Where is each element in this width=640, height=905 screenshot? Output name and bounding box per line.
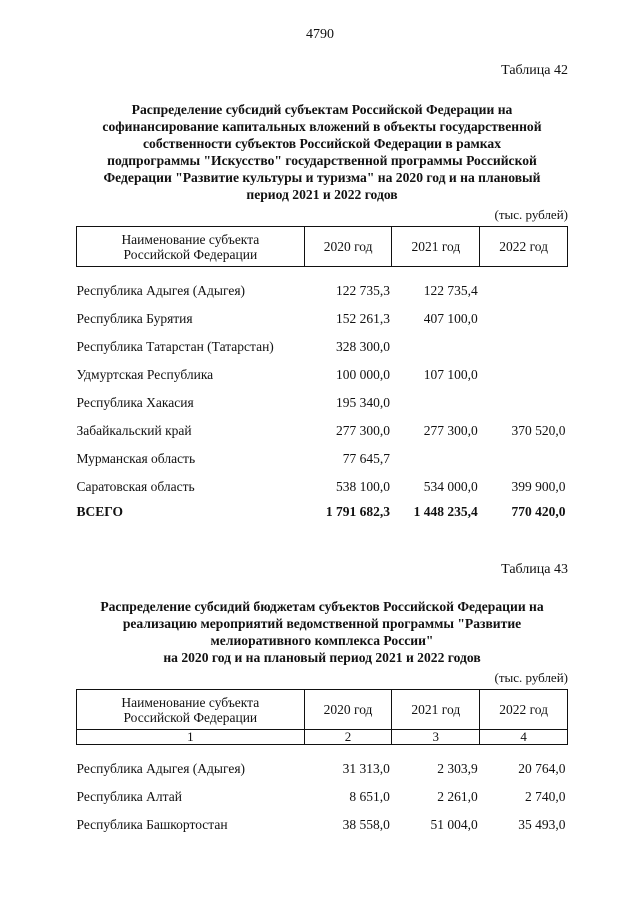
title-line: реализацию мероприятий ведомственной программы "Развитие bbox=[122, 616, 522, 631]
table-42-units: (тыс. рублей) bbox=[494, 207, 568, 222]
value-2020: 100 000,0 bbox=[335, 366, 390, 382]
header-2021: 2021 год bbox=[392, 690, 480, 730]
header-region: Наименование субъекта Российской Федерации bbox=[77, 690, 305, 730]
table-header-row bbox=[77, 227, 568, 267]
region-name: Саратовская область bbox=[76, 478, 195, 494]
header-2020: 2020 год bbox=[304, 227, 392, 267]
value-2020: 538 100,0 bbox=[335, 478, 390, 494]
total-2022: 770 420,0 bbox=[511, 503, 566, 519]
title-line: Распределение субсидий субъектам Российской Федерации на bbox=[131, 102, 513, 117]
table-row bbox=[77, 811, 568, 839]
total-2020: 1 791 682,3 bbox=[325, 503, 390, 519]
value-2020: 277 300,0 bbox=[335, 422, 390, 438]
table-43-units: (тыс. рублей) bbox=[494, 670, 568, 685]
table-43 bbox=[76, 689, 568, 839]
page-number: 4790 bbox=[306, 27, 334, 42]
title-line: Федерации "Развитие культуры и туризма" на 2020 год и на плановый bbox=[103, 170, 541, 185]
value-2022 bbox=[480, 445, 568, 473]
table-row bbox=[77, 445, 568, 473]
value-2022: 370 520,0 bbox=[511, 422, 566, 438]
region-name: Республика Хакасия bbox=[76, 394, 194, 410]
table-row bbox=[77, 473, 568, 501]
value-2021: 534 000,0 bbox=[423, 478, 478, 494]
region-name: Забайкальский край bbox=[76, 422, 192, 438]
region-name: Республика Татарстан (Татарстан) bbox=[76, 338, 274, 354]
value-2022 bbox=[480, 333, 568, 361]
value-2022: 20 764,0 bbox=[518, 760, 566, 776]
value-2021: 122 735,4 bbox=[423, 282, 478, 298]
table-header-row bbox=[77, 690, 568, 730]
table-row bbox=[77, 361, 568, 389]
total-row bbox=[77, 501, 568, 523]
value-2021: 51 004,0 bbox=[430, 816, 478, 832]
value-2021: 2 261,0 bbox=[437, 788, 478, 804]
value-2020: 8 651,0 bbox=[349, 788, 390, 804]
header-2022: 2022 год bbox=[480, 227, 568, 267]
value-2021: 2 303,9 bbox=[437, 760, 478, 776]
total-label: ВСЕГО bbox=[76, 503, 124, 519]
table-43-title bbox=[76, 598, 568, 666]
value-2020: 31 313,0 bbox=[342, 760, 390, 776]
column-number: 3 bbox=[392, 730, 480, 745]
value-2021: 107 100,0 bbox=[423, 366, 478, 382]
table-42-label: Таблица 42 bbox=[501, 63, 568, 78]
value-2021 bbox=[392, 333, 480, 361]
value-2021: 277 300,0 bbox=[423, 422, 478, 438]
value-2022 bbox=[480, 277, 568, 305]
header-region: Наименование субъекта Российской Федерации bbox=[77, 227, 305, 267]
region-name: Республика Алтай bbox=[76, 788, 182, 804]
value-2020: 77 645,7 bbox=[342, 450, 390, 466]
table-row bbox=[77, 389, 568, 417]
title-line: мелиоративного комплекса России" bbox=[210, 633, 434, 648]
value-2020: 195 340,0 bbox=[335, 394, 390, 410]
total-2021: 1 448 235,4 bbox=[413, 503, 478, 519]
value-2021: 407 100,0 bbox=[423, 310, 478, 326]
column-number: 2 bbox=[304, 730, 392, 745]
title-line: период 2021 и 2022 годов bbox=[246, 187, 398, 202]
table-row bbox=[77, 755, 568, 783]
value-2022: 35 493,0 bbox=[518, 816, 566, 832]
region-name: Удмуртская Республика bbox=[76, 366, 214, 382]
title-line: подпрограммы "Искусство" государственной программы Российской bbox=[107, 153, 537, 168]
table-43-label: Таблица 43 bbox=[501, 562, 568, 577]
table-row bbox=[77, 333, 568, 361]
value-2021 bbox=[392, 445, 480, 473]
value-2021 bbox=[392, 389, 480, 417]
column-number: 4 bbox=[480, 730, 568, 745]
header-2020: 2020 год bbox=[304, 690, 392, 730]
title-line: собственности субъектов Российской Федерации в рамках bbox=[142, 136, 501, 151]
value-2022 bbox=[480, 305, 568, 333]
value-2020: 328 300,0 bbox=[335, 338, 390, 354]
title-line: на 2020 год и на плановый период 2021 и 2022 годов bbox=[163, 650, 481, 665]
column-number: 1 bbox=[77, 730, 305, 745]
region-name: Республика Башкортостан bbox=[76, 816, 228, 832]
table-row bbox=[77, 305, 568, 333]
title-line: Распределение субсидий бюджетам субъектов Российской Федерации на bbox=[100, 599, 544, 614]
value-2020: 152 261,3 bbox=[335, 310, 390, 326]
table-42-title bbox=[76, 101, 568, 203]
column-number-row bbox=[77, 730, 568, 745]
table-row bbox=[77, 417, 568, 445]
header-2022: 2022 год bbox=[480, 690, 568, 730]
region-name: Республика Бурятия bbox=[76, 310, 193, 326]
title-line: софинансирование капитальных вложений в объекты государственной bbox=[102, 119, 542, 134]
header-2021: 2021 год bbox=[392, 227, 480, 267]
value-2022: 2 740,0 bbox=[525, 788, 566, 804]
value-2022 bbox=[480, 389, 568, 417]
region-name: Мурманская область bbox=[76, 450, 196, 466]
value-2020: 38 558,0 bbox=[342, 816, 390, 832]
value-2020: 122 735,3 bbox=[335, 282, 390, 298]
table-42 bbox=[76, 226, 568, 523]
table-row bbox=[77, 277, 568, 305]
region-name: Республика Адыгея (Адыгея) bbox=[76, 282, 246, 298]
value-2022: 399 900,0 bbox=[511, 478, 566, 494]
region-name: Республика Адыгея (Адыгея) bbox=[76, 760, 246, 776]
table-row bbox=[77, 783, 568, 811]
value-2022 bbox=[480, 361, 568, 389]
